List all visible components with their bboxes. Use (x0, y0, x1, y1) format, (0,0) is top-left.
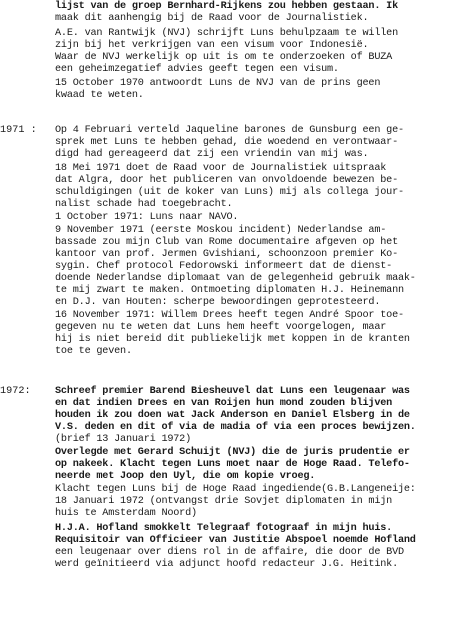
year-label-1971: 1971 : (0, 125, 37, 136)
document-page: 1971 : 1972: lijst van de groep Bernhard-Rijkens zou hebben gestaan. Ik maak dit aanhengig bij de Raad voor de Journalistiek. A.E. van Rantwijk (NVJ) schrijft Luns behulpzaam te willen zijn bij het verkrijgen van een visum voor Indonesië. Waar de NVJ werkelijk op uit is om te onderzoeken of BUZA een geheimzegatief advies geeft tegen een visum. 15 October 1970 antwoordt Luns de NVJ van de prins geen kwaad te weten. Op 4 Februari verteld Jaqueline barones de Gunsburg een ge- sprek met Luns te hebben gehad, die woedend en verontwaar- digd had gereageerd dat zij een vriendin van mij was. 18 Mei 1971 doet de Raad voor de Journalistiek uitspraak dat Algra, door het publiceren van onvoldoende bewezen be- schuldigingen (uit de koker van Luns) mij als collega jour- nalist schade had toegebracht. 1 October 1971: Luns naar NAVO. 9 November 1971 (eerste Moskou incident) Nederlandse am- bassade zou mijn Club van Rome documentaire afgeven op het kantoor van prof. Jermen Gvishiani, schoonzoon premier Ko- sygin. Chef protocol Fedorowski informeert dat de dienst- doende Nederlandse diplomaat van de gelegenheid gebruik maak- te mij zwart te maken. Ontmoeting diplomaten H.J. Heinemann en D.J. van Houten: scherpe bewoordingen geprotesteerd. 16 November 1971: Willem Drees heeft tegen André Spoor toe- gegeven nu te weten dat Luns hem heeft voorgelogen, maar hij is niet bereid dit publiekelijk met koppen in de kranten toe te geven. Schreef premier Barend Biesheuvel dat Luns een leugenaar was en dat indien Drees en van Roijen hun mond zouden blijven houden ik zou doen wat Jack Anderson en Daniel Elsberg in de V.S. deden en dit of via de madia of via een proces bewijzen. (brief 13 Januari 1972) Overlegde met Gerard Schuijt (NVJ) die de juris prudentie er op nakeek. Klacht tegen Luns moet naar de Hoge Raad. Telefo- neerde met Joop den Uyl, die om kopie vroeg. Klacht tegen Luns bij de Hoge Raad ingediende(G.B.Langeneije: 18 Januari 1972 (ontvangst drie Sovjet diplomaten in mijn huis te Amsterdam Noord) H.J.A. Hofland smokkelt Telegraaf fotograaf in mijn huis. Requisitoir van Officieer van Justitie Abspoel noemde Hofland een leugenaar over diens rol in de affaire, die door de BVD werd geïnitieerd via adjunct hoofd redacteur J.G. Heitink. (0, 1, 416, 570)
year-label-1972: 1972: (0, 386, 31, 397)
